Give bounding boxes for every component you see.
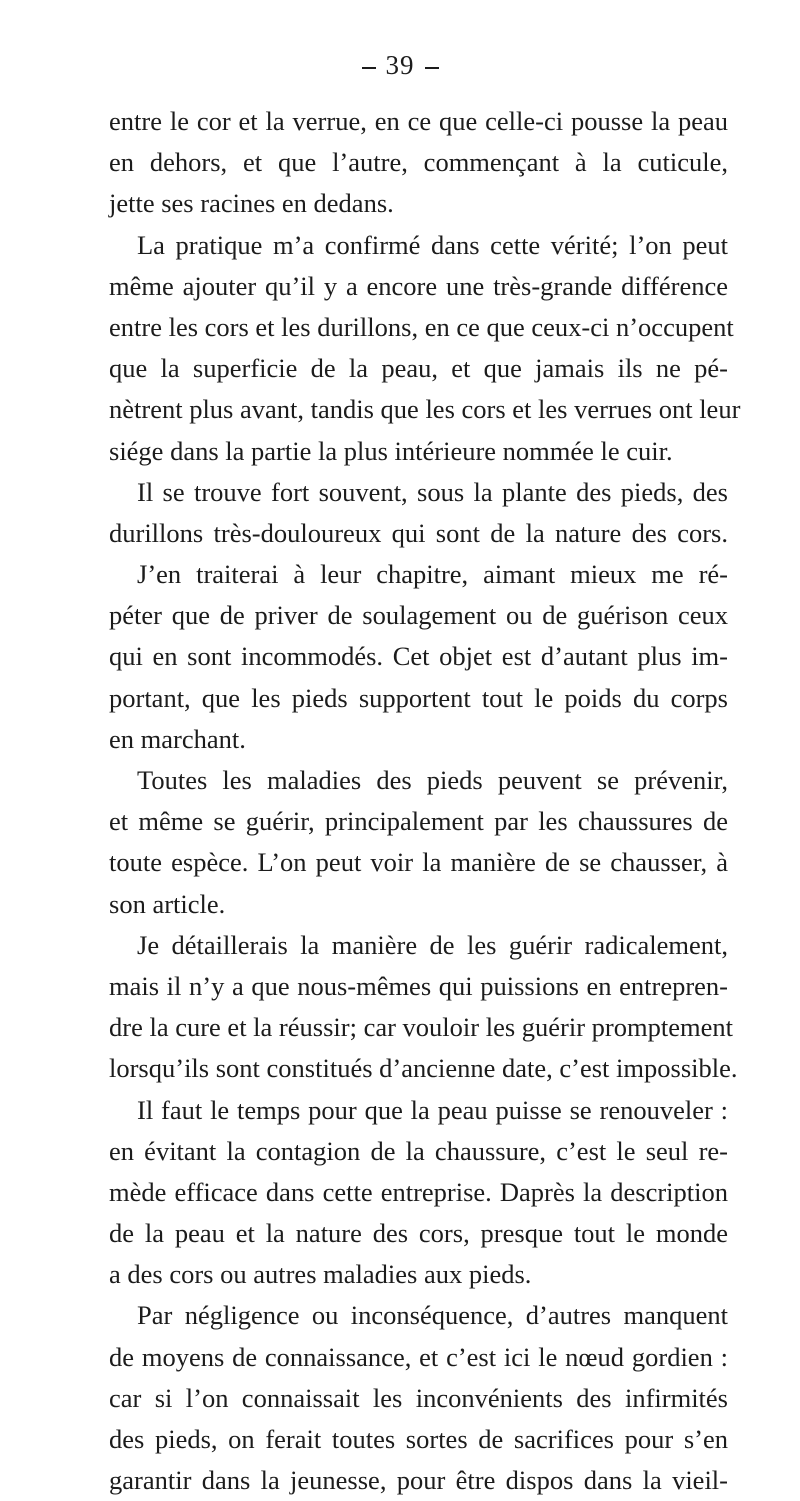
text-line: lorsqu’ils sont constitués d’ancienne date, c’est impossible. <box>109 1053 738 1084</box>
text-line: en marchant. <box>109 723 246 754</box>
text-line: mède efficace dans cette entreprise. Daprès la description <box>109 1176 728 1207</box>
text-line: nètrent plus avant, tandis que les cors et les verrues ont leur <box>109 394 741 425</box>
text-line: des pieds, on ferait toutes sortes de sacrifices pour s’en <box>109 1424 728 1454</box>
text-line: péter que de priver de soulagement ou de guérison ceux <box>109 600 728 631</box>
text-line: jette ses racines en dedans. <box>109 188 394 219</box>
text-line: même ajouter qu’il y a encore une très-grande différence <box>109 270 728 301</box>
page-number: 39 <box>385 50 415 80</box>
body-text <box>109 101 741 1501</box>
text-line: Je détaillerais la manière de les guérir radicalement, <box>137 929 728 960</box>
text-line: en évitant la contagion de la chaussure, c’est le seul re- <box>109 1135 728 1166</box>
text-line: en dehors, et que l’autre, commençant à la cuticule, <box>109 147 728 178</box>
text-line: Il se trouve fort souvent, sous la plante des pieds, des <box>137 476 728 507</box>
text-line: son article. <box>109 888 226 919</box>
header-dash-left <box>362 67 376 69</box>
text-line: mais il n’y a que nous-mêmes qui puissions en entrepren- <box>109 970 728 1001</box>
text-line: garantir dans la jeunesse, pour être dispos dans la vieil- <box>109 1465 728 1496</box>
text-line: et même se guérir, principalement par les chaussures de <box>109 806 728 837</box>
text-line: La pratique m’a confirmé dans cette vérité; l’on peut <box>137 229 728 260</box>
text-line: toute espèce. L’on peut voir la manière de se chausser, à <box>109 847 728 878</box>
text-line: que la superficie de la peau, et que jamais ils ne pé- <box>109 353 728 384</box>
text-line: qui en sont incommodés. Cet objet est d’autant plus im- <box>109 641 728 672</box>
text-line: siége dans la partie la plus intérieure nommée le cuir. <box>109 435 673 466</box>
header-dash-right <box>425 67 439 69</box>
text-line: Il faut le temps pour que la peau puisse se renouveler : <box>137 1094 728 1125</box>
text-line: entre les cors et les durillons, en ce que ceux-ci n’occupent <box>109 311 734 342</box>
text-line: Toutes les maladies des pieds peuvent se prévenir, <box>137 765 728 795</box>
text-line: durillons très-douloureux qui sont de la nature des cors. <box>109 517 728 548</box>
text-line: J’en traiterai à leur chapitre, aimant mieux me ré- <box>137 559 728 590</box>
text-line: de la peau et la nature des cors, presque tout le monde <box>109 1218 728 1249</box>
text-line: portant, que les pieds supportent tout le poids du corps <box>109 682 728 713</box>
text-line: de moyens de connaissance, et c’est ici le nœud gordien : <box>109 1341 728 1372</box>
text-line: Par négligence ou inconséquence, d’autres manquent <box>137 1300 728 1331</box>
text-line: entre le cor et la verrue, en ce que celle-ci pousse la peau <box>109 106 728 136</box>
page-number-header <box>0 50 800 81</box>
text-line: car si l’on connaissait les inconvénients des infirmités <box>109 1382 728 1413</box>
text-line: a des cors ou autres maladies aux pieds. <box>109 1259 532 1290</box>
text-line: dre la cure et la réussir; car vouloir les guérir promptement <box>109 1012 733 1043</box>
